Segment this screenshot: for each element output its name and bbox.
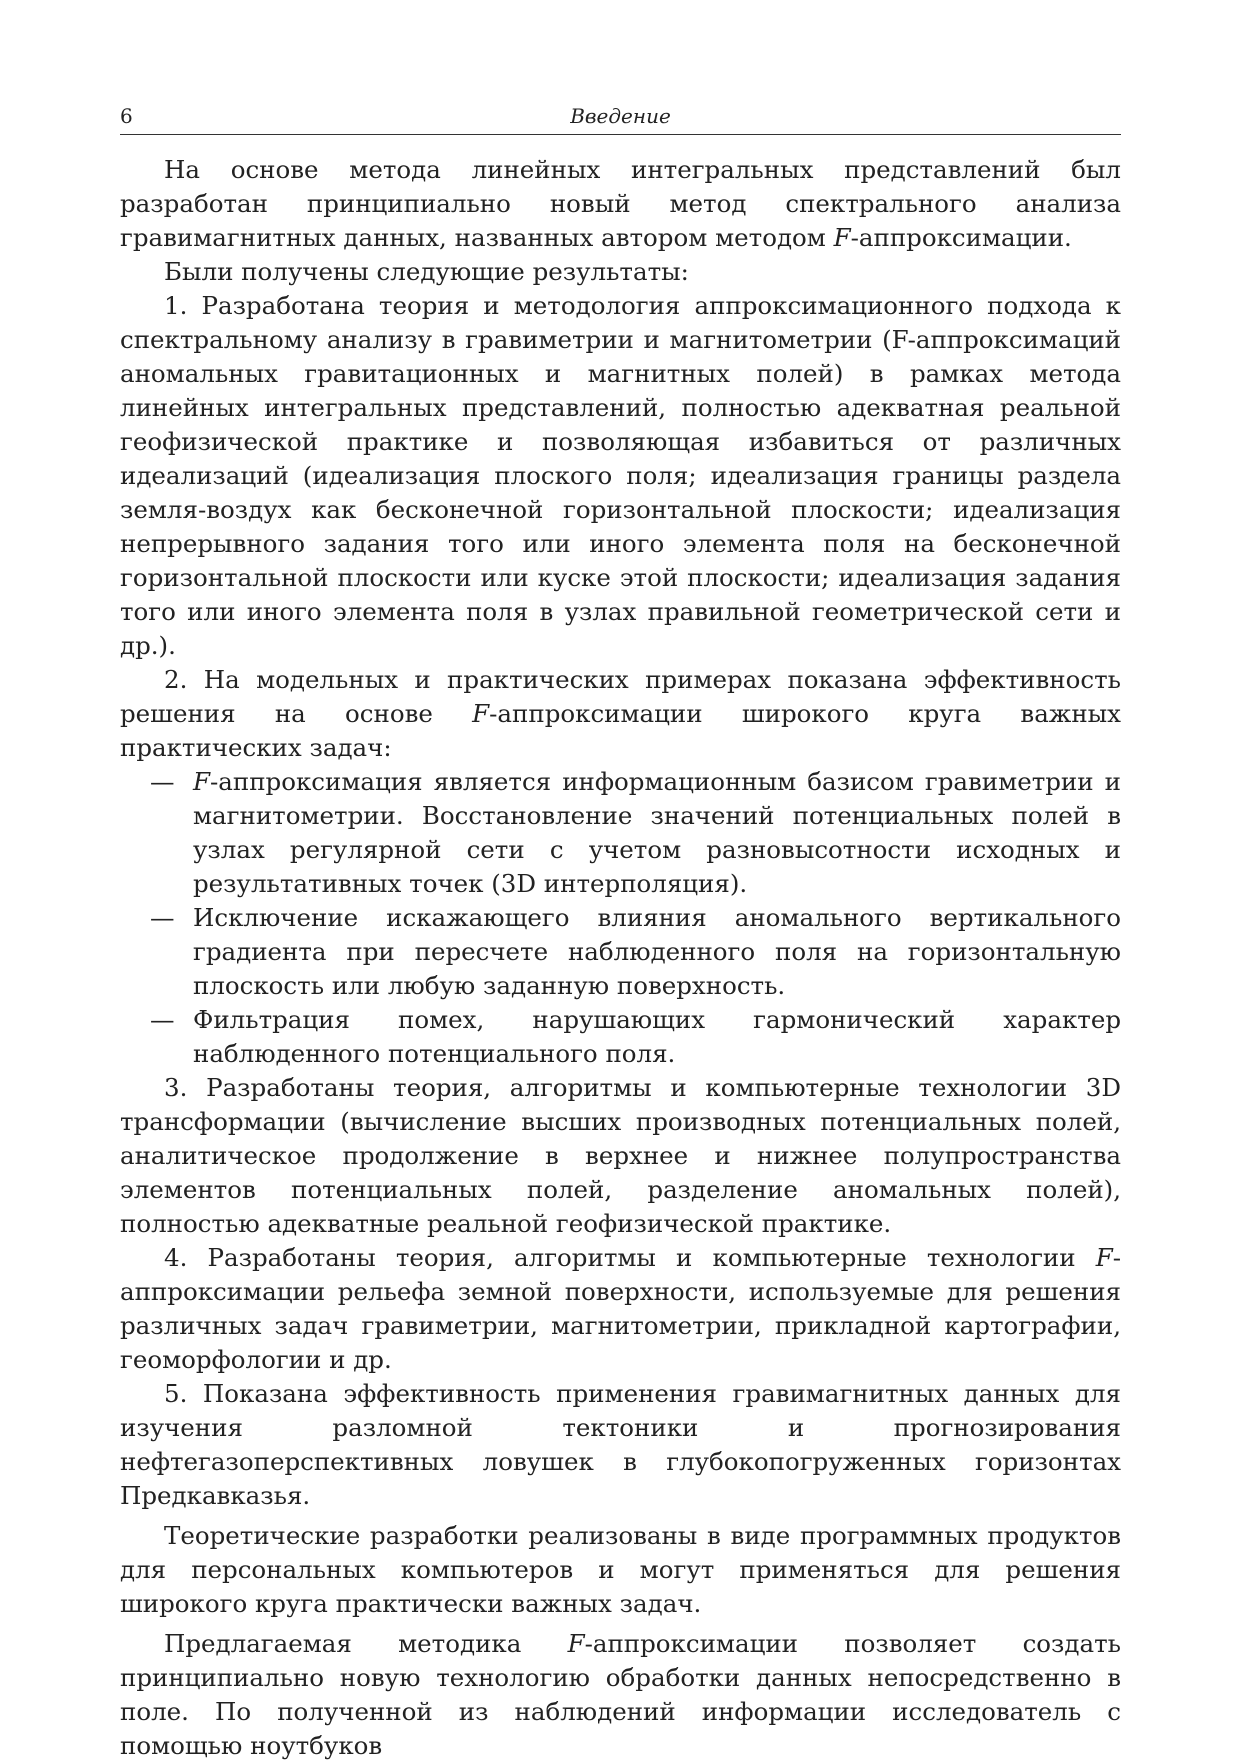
paragraph-intro: На основе метода линейных интегральных представлений был разработан принципиально новый метод спектрального анализа гравимагнитных данных, названных автором методом F-аппроксимации. xyxy=(120,155,1121,252)
dash-marker: — xyxy=(150,767,175,796)
running-title: Введение xyxy=(570,104,671,128)
page-number: 6 xyxy=(120,104,133,128)
paragraph-result-5: 5. Показана эффективность применения гравимагнитных данных для изучения разломной тектоники и прогнозирования нефтегазоперспективных ловушек в глубокопогруженных горизонтах Предкавказья. xyxy=(120,1379,1121,1510)
dash-marker: — xyxy=(150,1005,175,1034)
paragraph-field-technology: Предлагаемая методика F-аппроксимации позволяет создать принципиально новую технологию обработки данных непосредственно в поле. По полученной из наблюдений информации исследователь с помощью ноутбуков xyxy=(120,1629,1121,1760)
list-item: — F-аппроксимация является информационным базисом гравиметрии и магнитометрии. Восстановление значений потенциальных полей в узлах регулярной сети с учетом разновысотности исходных и результативных точек (3D интерполяция). xyxy=(150,767,1121,898)
result-2-list xyxy=(120,765,1121,1071)
paragraph-results-lead: Были получены следующие результаты: xyxy=(164,257,689,286)
paragraph-software: Теоретические разработки реализованы в виде программных продуктов для персональных компьютеров и могут применяться для решения широкого круга практически важных задач. xyxy=(120,1521,1121,1618)
paragraph-result-4: 4. Разработаны теория, алгоритмы и компьютерные технологии F-аппроксимации рельефа земной поверхности, используемые для решения различных задач гравиметрии, магнитометрии, прикладной картографии, геоморфологии и др. xyxy=(120,1243,1121,1374)
paragraph-result-1: 1. Разработана теория и методология аппроксимационного подхода к спектральному анализу в гравиметрии и магнитометрии (F-аппроксимаций аномальных гравитационных и магнитных полей) в рамках метода линейных интегральных представлений, полностью адекватная реальной геофизической практике и позволяющая избавиться от различных идеализаций (идеализация плоского поля; идеализация границы раздела земля-воздух как бесконечной горизонтальной плоскости; идеализация непрерывного задания того или иного элемента поля на бесконечной горизонтальной плоскости или куске этой плоскости; идеализация задания того или иного элемента поля в узлах правильной геометрической сети и др.). xyxy=(120,291,1121,660)
paragraph-result-2: 2. На модельных и практических примерах показана эффективность решения на основе F-аппроксимации широкого круга важных практических задач: xyxy=(120,665,1121,762)
running-header xyxy=(120,100,1121,135)
page xyxy=(120,100,1121,1763)
page-body xyxy=(120,153,1121,1763)
dash-marker: — xyxy=(150,903,175,932)
list-item: — Фильтрация помех, нарушающих гармонический характер наблюденного потенциального поля. xyxy=(150,1005,1121,1068)
paragraph-result-3: 3. Разработаны теория, алгоритмы и компьютерные технологии 3D трансформации (вычисление высших производных потенциальных полей, аналитическое продолжение в верхнее и нижнее полупространства элементов потенциальных полей, разделение аномальных полей), полностью адекватные реальной геофизической практике. xyxy=(120,1073,1121,1238)
list-item: — Исключение искажающего влияния аномального вертикального градиента при пересчете наблюденного поля на горизонтальную плоскость или любую заданную поверхность. xyxy=(150,903,1121,1000)
